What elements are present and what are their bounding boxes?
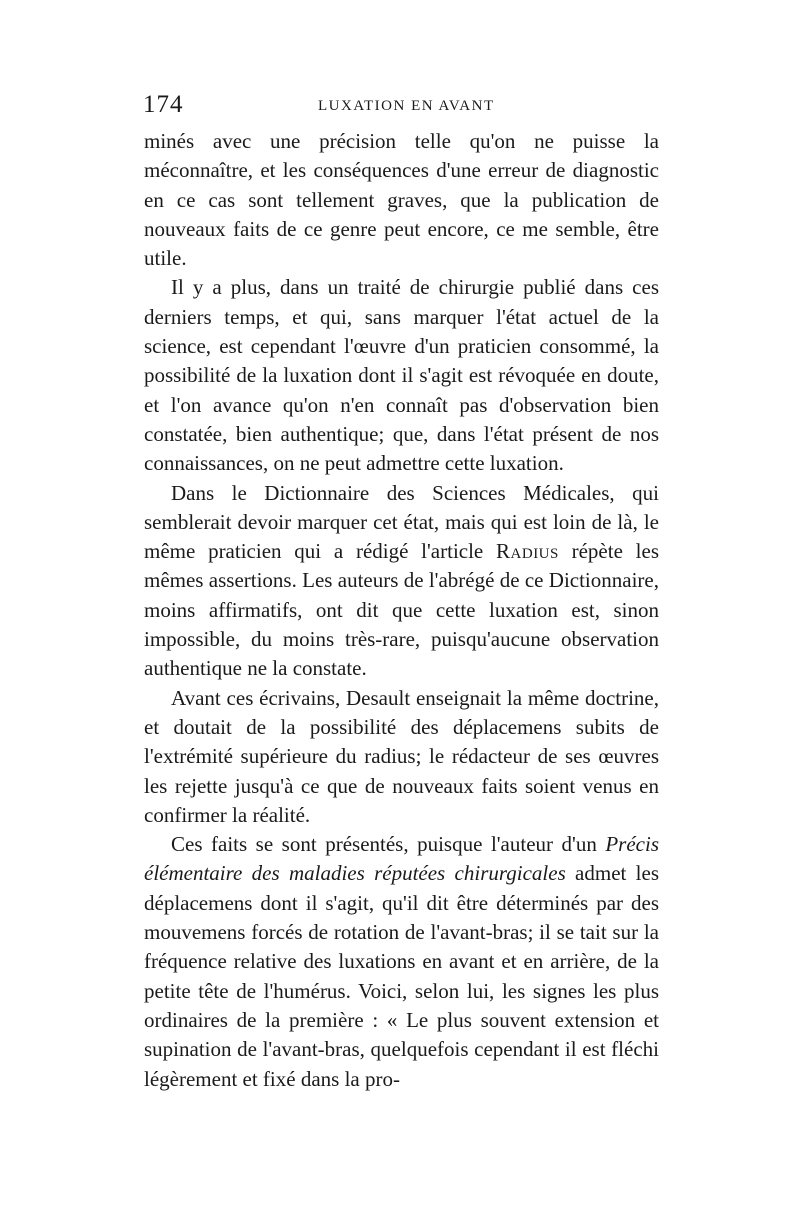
paragraph-dictionnaire-text-1: Dans le Dictionnaire des Sciences Médicales, qui semblerait devoir marquer cet état, mais qui est loin de là, le même praticien qui a rédigé l'article (144, 480, 659, 564)
page-number: 174 (143, 91, 184, 118)
paragraph-precis-text-2: admet les déplacemens dont il s'agit, qu'il dit être déterminés par des mouvemens forcés de rotation de l'avant-bras; il se tait sur la fréquence relative des luxations en avant et en arrière, de la petite tête de l'humérus. Voici, selon lui, les signes les plus ordinaires de la première : « Le plus souvent extension et supination de l'avant-bras, quelquefois cependant il est fléchi légèrement et fixé dans la pro- (144, 861, 660, 1091)
paragraph-traite: Il y a plus, dans un traité de chirurgie publié dans ces derniers temps, et qui, sans marquer l'état actuel de la science, est cependant l'œuvre d'un praticien consommé, la possibilité de la luxation dont il s'agit est révoquée en doute, et l'on avance qu'on n'en connaît pas d'observation bien constatée, bien authentique; que, dans l'état présent de nos connaissances, on ne peut admettre cette luxation. (144, 275, 659, 476)
paragraph-dictionnaire-text-2: répète les mêmes assertions. Les auteurs de l'abrégé de ce Dictionnaire, moins affirmatifs, ont dit que cette luxation est, sinon impossible, du moins très-rare, puisqu'aucune observation authentique ne la constate. (144, 539, 659, 681)
book-title-precis: Précis élémentaire des maladies réputées chirurgicales (144, 832, 659, 886)
paragraph-desault: Avant ces écrivains, Desault enseignait la même doctrine, et doutait de la possibilité des déplacemens subits de l'extrémité supérieure du radius; le rédacteur de ses œuvres les rejette jusqu'à ce que de nouveaux faits soient venus en confirmer la réalité. (144, 685, 659, 827)
body-text (144, 127, 659, 1094)
paragraph-precis (144, 830, 659, 1094)
paragraph-dictionnaire (144, 479, 659, 684)
paragraph-precis-text-1: Ces faits se sont présentés, puisque l'auteur d'un (171, 832, 606, 857)
page-header (143, 92, 658, 118)
paragraph-continued: minés avec une précision telle qu'on ne puisse la méconnaître, et les conséquences d'une erreur de diagnostic en ce cas sont tellement graves, que la publication de nouveaux faits de ce genre peut encore, ce me semble, être utile. (144, 129, 659, 271)
running-head: LUXATION EN AVANT (318, 98, 495, 114)
article-name-radius: Radius (496, 539, 559, 564)
